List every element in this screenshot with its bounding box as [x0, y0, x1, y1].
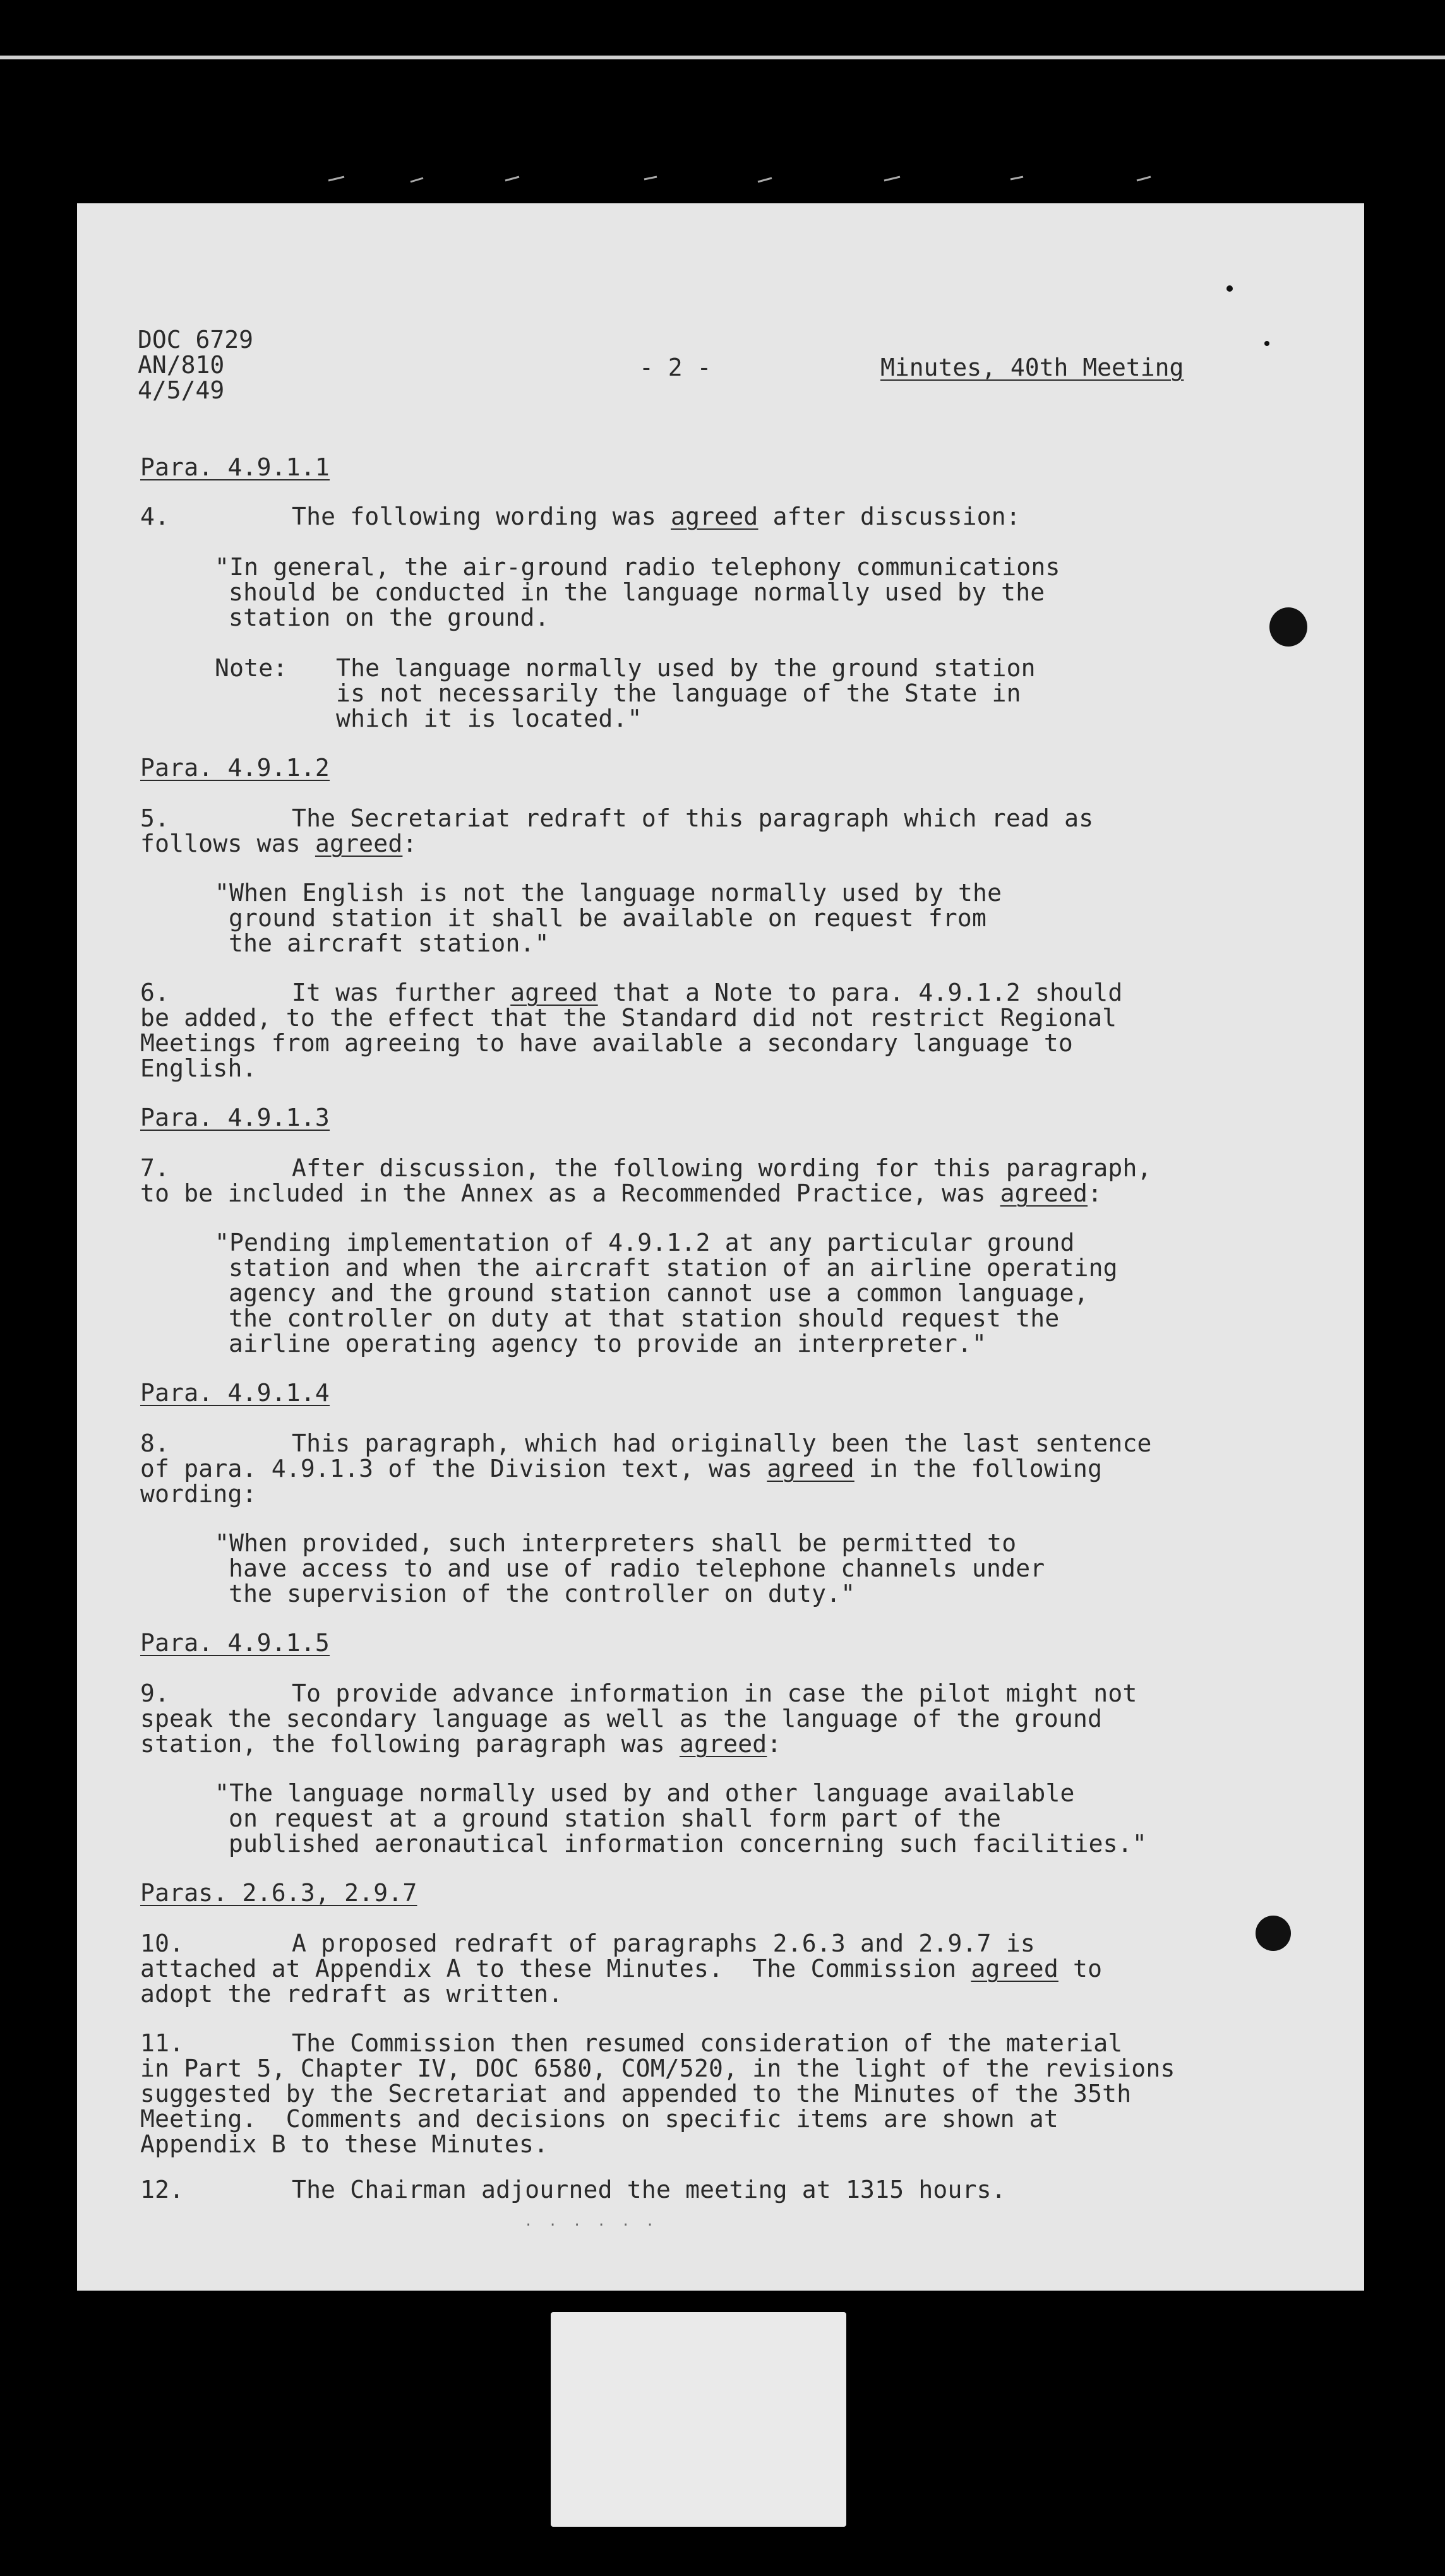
document-page: DOC 6729 AN/810 4/5/49 - 2 - Minutes, 40th Meeting Para. 4.9.1.1 4. The following wording was agreed after discussion: "In general, the air-ground radio telephony communications should be conducted in the language normally used by the station on the ground. Note: The language normally used by the ground station is not necessarily the language of the State in which it is located." Para. 4.9.1.2 5. The Secretariat redraft of this paragraph which read as follows was agreed: "When English is not the language normally used by the ground station it shall be available on request from the aircraft station." 6. It was further agreed that a Note to para. 4.9.1.2 should be added, to the effect that the Standard did not restrict Regional Meetings from agreeing to have available a secondary language to English. Para. 4.9.1.3 7. After discussion, the following wording for this paragraph, to be included in the Annex as a Recommended Practice, was agreed: "Pending implementation of 4.9.1.2 at any particular ground station and when the aircraft station of an airline operating agency and the ground station cannot use a common language, the controller on duty at that station should request the airline operating agency to provide an interpreter." Para. 4.9.1.4 8. This paragraph, which had originally been the last sentence of para. 4.9.1.3 of the Division text, was agreed in the following wording: "When provided, such interpreters shall be permitted to have access to and use of radio telephone channels under the supervision of the controller on duty." Para. 4.9.1.5 9. To provide advance information in case the pilot might not speak the secondary language as well as the language of the ground station, the following paragraph was agreed: "The language normally used by and other language available on request at a ground station shall form part of the published aeronautical information concerning such facilities." Paras. 2.6.3, 2.9.7 10. A proposed redraft of paragraphs 2.6.3 and 2.9.7 is attached at Appendix A to these Minutes. The Commission agreed to adopt the redraft as written. 11. The Commission then resumed consideration of the material in Part 5, Chapter IV, DOC 6580, COM/520, in the light of the revisions suggested by the Secretariat and appended to the Minutes of the 35th Meeting. Comments and decisions on specific items are shown at Appendix B to these Minutes. 12. The Chairman adjourned the meeting at 1315 hours. — [77, 203, 1364, 2291]
quote-line: "Pending implementation of 4.9.1.2 at any particular ground — [215, 1229, 1075, 1256]
quote-line: have access to and use of radio telephone channels under — [229, 1554, 1045, 1582]
section-heading: Para. 4.9.1.1 — [140, 453, 330, 481]
quote-line: station on the ground. — [229, 604, 549, 631]
paragraph-number: 10. — [140, 1929, 184, 1957]
quote-line: agency and the ground station cannot use a common language, — [229, 1279, 1089, 1307]
paragraph-number: 12. — [140, 2176, 184, 2203]
quote-line: should be conducted in the language normally used by the — [229, 578, 1045, 606]
punch-hole-mark — [1226, 285, 1233, 292]
paragraph-number: 9. — [140, 1679, 170, 1707]
film-top-rule — [0, 56, 1445, 59]
paragraph-4: 4. The following wording was agreed after discussion: — [140, 503, 1021, 530]
minutes-title: Minutes, 40th Meeting — [880, 354, 1184, 381]
paragraph-11: 11. The Commission then resumed consideration of the material — [140, 2029, 1123, 2057]
film-edge-marks — [316, 169, 1263, 188]
quote-line: airline operating agency to provide an interpreter." — [229, 1330, 987, 1357]
paragraph-number: 7. — [140, 1154, 170, 1182]
paragraph-6: 6. It was further agreed that a Note to para. 4.9.1.2 should — [140, 979, 1123, 1006]
film-label-tab — [551, 2312, 846, 2527]
an-number: AN/810 — [138, 351, 225, 379]
section-heading: Para. 4.9.1.3 — [140, 1104, 330, 1131]
paragraph-5: 5. The Secretariat redraft of this paragraph which read as — [140, 804, 1094, 832]
quote-line: published aeronautical information concerning such facilities." — [229, 1830, 1147, 1857]
ink-blot-mark — [1256, 1916, 1291, 1951]
paragraph-8: 8. This paragraph, which had originally been the last sentence — [140, 1429, 1152, 1457]
quote-line: "When English is not the language normally used by the — [215, 879, 1002, 907]
quote-line: "When provided, such interpreters shall be permitted to — [215, 1529, 1017, 1557]
section-heading: Para. 4.9.1.5 — [140, 1629, 330, 1657]
paragraph-number: 6. — [140, 979, 170, 1006]
paragraph-7: 7. After discussion, the following wording for this paragraph, — [140, 1154, 1152, 1182]
paragraph-12: 12. The Chairman adjourned the meeting at 1315 hours. — [140, 2176, 1006, 2203]
doc-number: DOC 6729 — [138, 326, 254, 354]
paragraph-number: 4. — [140, 503, 170, 530]
paragraph-10: 10. A proposed redraft of paragraphs 2.6.3 and 2.9.7 is — [140, 1929, 1035, 1957]
section-heading: Para. 4.9.1.4 — [140, 1379, 330, 1407]
quote-line: "In general, the air-ground radio telephony communications — [215, 553, 1060, 581]
punch-hole-mark — [1264, 341, 1269, 346]
paragraph-number: 11. — [140, 2029, 184, 2057]
note-line: which it is located." — [336, 705, 642, 732]
ink-blot-mark — [1269, 607, 1307, 647]
note-line: is not necessarily the language of the State in — [336, 679, 1021, 707]
doc-date: 4/5/49 — [138, 376, 225, 404]
quote-line: on request at a ground station shall form part of the — [229, 1804, 1002, 1832]
section-heading: Paras. 2.6.3, 2.9.7 — [140, 1879, 417, 1907]
end-of-text-dots: · · · · · · — [524, 2217, 658, 2233]
section-heading: Para. 4.9.1.2 — [140, 754, 330, 782]
page-number: - 2 - — [639, 354, 712, 381]
quote-line: "The language normally used by and other language available — [215, 1779, 1075, 1807]
note-line: The language normally used by the ground station — [336, 654, 1036, 682]
note-label: Note: — [215, 654, 288, 682]
quote-line: station and when the aircraft station of an airline operating — [229, 1254, 1118, 1282]
quote-line: ground station it shall be available on request from — [229, 904, 987, 932]
paragraph-number: 8. — [140, 1429, 170, 1457]
quote-line: the aircraft station." — [229, 929, 549, 957]
quote-line: the controller on duty at that station should request the — [229, 1304, 1060, 1332]
paragraph-9: 9. To provide advance information in case the pilot might not — [140, 1679, 1137, 1707]
paragraph-number: 5. — [140, 804, 170, 832]
quote-line: the supervision of the controller on duty." — [229, 1580, 856, 1607]
